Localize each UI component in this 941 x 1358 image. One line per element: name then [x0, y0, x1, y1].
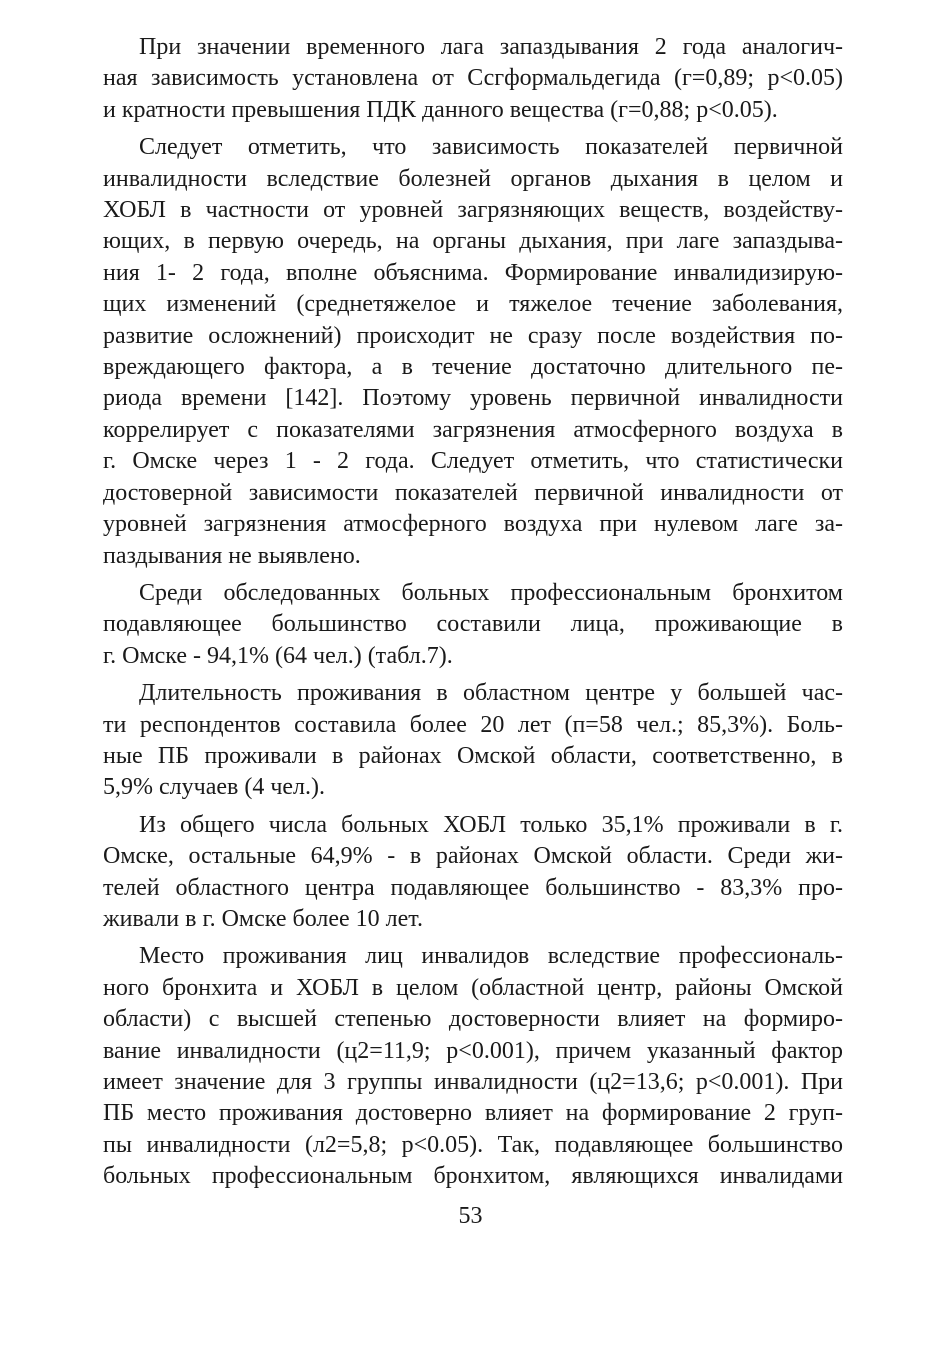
text-line: Длительность проживания в областном центре у большей час- — [139, 680, 843, 707]
text-line: вреждающего фактора, а в течение достаточно длительного пе- — [103, 354, 843, 381]
text-line: и кратности превышения ПДК данного вещества (г=0,88; р<0.05). — [103, 96, 778, 123]
text-line: Среди обследованных больных профессиональным бронхитом — [139, 579, 843, 606]
text-line: 5,9% случаев (4 чел.). — [103, 774, 326, 801]
paragraph — [103, 941, 843, 1192]
text-line: вание инвалидности (ц2=11,9; р<0.001), причем указанный фактор — [103, 1037, 843, 1064]
text-line: имеет значение для 3 группы инвалидности (ц2=13,6; р<0.001). При — [103, 1069, 843, 1095]
paragraph — [103, 578, 843, 672]
text-line: достоверной зависимости показателей первичной инвалидности от — [103, 479, 843, 506]
text-line: Следует отметить, что зависимость показателей первичной — [139, 134, 843, 161]
paragraph — [103, 32, 843, 126]
paragraph — [103, 132, 843, 572]
text-line: коррелирует с показателями загрязнения атмосферного воздуха в — [103, 416, 843, 443]
text-line: Омске, остальные 64,9% - в районах Омской области. Среди жи- — [103, 843, 843, 870]
text-line: развитие осложнений) происходит не сразу после воздействия по- — [103, 322, 843, 349]
text-line: При значении временного лага запаздывания 2 года аналогич- — [139, 34, 843, 60]
text-line: щих изменений (среднетяжелое и тяжелое течение заболевания, — [103, 291, 843, 318]
paragraph — [103, 810, 843, 936]
text-line: г. Омске - 94,1% (64 чел.) (табл.7). — [103, 642, 453, 669]
text-line: подавляющее большинство составили лица, проживающие в — [103, 611, 843, 638]
paragraph — [103, 678, 843, 804]
text-line: живали в г. Омске более 10 лет. — [103, 905, 423, 932]
text-line: ти респондентов составила более 20 лет (п=58 чел.; 85,3%). Боль- — [103, 711, 843, 738]
text-line: паздывания не выявлено. — [103, 542, 361, 569]
text-line: Место проживания лиц инвалидов вследствие профессиональ- — [139, 943, 843, 970]
text-line: ная зависимость установлена от Ссгформальдегида (г=0,89; р<0.05) — [103, 65, 843, 92]
text-line: ХОБЛ в частности от уровней загрязняющих веществ, воздейству- — [103, 197, 843, 224]
text-line: пы инвалидности (л2=5,8; р<0.05). Так, подавляющее большинство — [103, 1131, 843, 1158]
page-body — [103, 32, 843, 1199]
text-line: инвалидности вследствие болезней органов дыхания в целом и — [103, 165, 843, 192]
text-line: ющих, в первую очередь, на органы дыхания, при лаге запаздыва- — [103, 228, 843, 255]
text-line: г. Омске через 1 - 2 года. Следует отметить, что статистически — [103, 448, 843, 475]
text-line: уровней загрязнения атмосферного воздуха при нулевом лаге за- — [103, 511, 843, 538]
text-line: Из общего числа больных ХОБЛ только 35,1% проживали в г. — [139, 811, 843, 838]
text-line: области) с высшей степенью достоверности влияет на формиро- — [103, 1006, 843, 1033]
text-line: ния 1- 2 года, вполне объяснима. Формирование инвалидизирую- — [103, 259, 843, 286]
page-number: 53 — [458, 1203, 483, 1229]
text-line: ПБ место проживания достоверно влияет на формирование 2 груп- — [103, 1100, 843, 1127]
text-line: ные ПБ проживали в районах Омской области, соответственно, в — [103, 742, 843, 769]
text-line: телей областного центра подавляющее большинство - 83,3% про- — [103, 874, 843, 901]
text-line: ного бронхита и ХОБЛ в целом (областной центр, районы Омской — [103, 974, 843, 1001]
text-line: риода времени [142]. Поэтому уровень первичной инвалидности — [103, 385, 843, 412]
text-line: больных профессиональным бронхитом, являющихся инвалидами — [103, 1163, 843, 1190]
